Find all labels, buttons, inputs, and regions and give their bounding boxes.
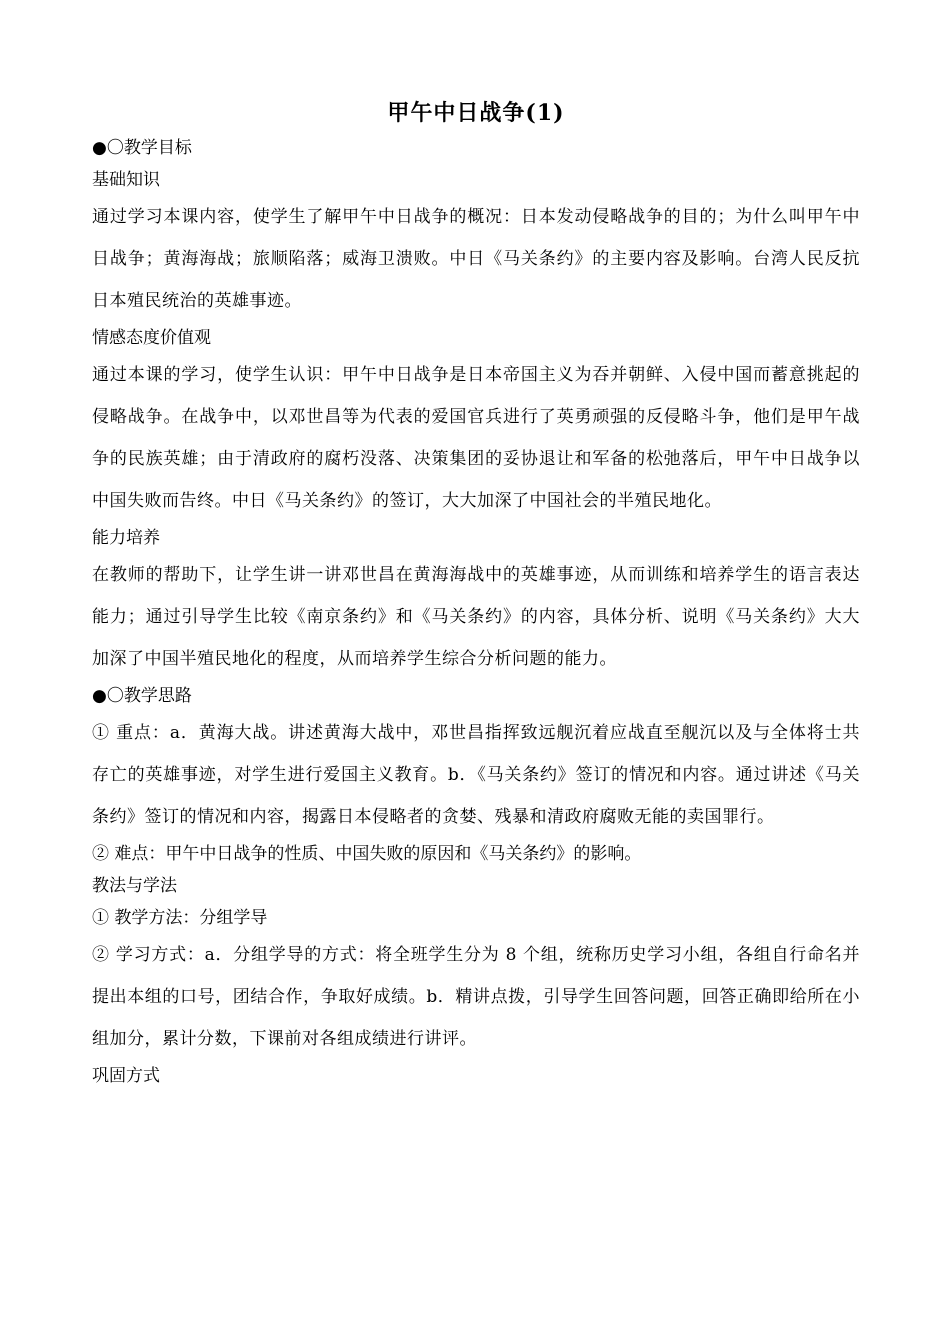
subheading-consolidation: 巩固方式 [92,1066,160,1086]
section-heading-teaching-approach: ●〇教学思路 [92,686,192,706]
subheading-ability: 能力培养 [92,528,160,548]
section-heading-teaching-goals: ●〇教学目标 [92,138,192,158]
paragraph-learning-mode: ② 学习方式：a．分组学导的方式：将全班学生分为 8 个组，统称历史学习小组，各组自行命名并提出本组的口号，团结合作，争取好成绩。b．精讲点拨，引导学生回答问题，回答正确即给所在小组加分，累计分数，下课前对各组成绩进行讲评。 [92,945,860,1049]
subheading-methods: 教法与学法 [92,876,177,896]
subheading-emotion-values: 情感态度价值观 [92,328,211,348]
paragraph-key-points: ① 重点：a．黄海大战。讲述黄海大战中，邓世昌指挥致远舰沉着应战直至舰沉以及与全体将士共存亡的英雄事迹，对学生进行爱国主义教育。b．《马关条约》签订的情况和内容。通过讲述《马关条约》签订的情况和内容，揭露日本侵略者的贪婪、残暴和清政府腐败无能的卖国罪行。 [92,723,860,827]
line-difficult-points: ② 难点：甲午中日战争的性质、中国失败的原因和《马关条约》的影响。 [92,844,642,864]
paragraph-emotion-values: 通过本课的学习，使学生认识：甲午中日战争是日本帝国主义为吞并朝鲜、入侵中国而蓄意挑起的侵略战争。在战争中，以邓世昌等为代表的爱国官兵进行了英勇顽强的反侵略斗争，他们是甲午战争的民族英雄；由于清政府的腐朽没落、决策集团的妥协退让和军备的松弛落后，甲午中日战争以中国失败而告终。中日《马关条约》的签订，大大加深了中国社会的半殖民地化。 [92,365,860,511]
line-teaching-method: ① 教学方法：分组学导 [92,908,268,928]
paragraph-ability: 在教师的帮助下，让学生讲一讲邓世昌在黄海海战中的英雄事迹，从而训练和培养学生的语言表达能力；通过引导学生比较《南京条约》和《马关条约》的内容，具体分析、说明《马关条约》大大加深了中国半殖民地化的程度，从而培养学生综合分析问题的能力。 [92,565,860,669]
subheading-basic-knowledge: 基础知识 [92,170,160,190]
document-title: 甲午中日战争(1) [387,100,565,126]
document-page [92,96,860,1092]
paragraph-basic-knowledge: 通过学习本课内容，使学生了解甲午中日战争的概况：日本发动侵略战争的目的；为什么叫甲午中日战争；黄海海战；旅顺陷落；威海卫溃败。中日《马关条约》的主要内容及影响。台湾人民反抗日本殖民统治的英雄事迹。 [92,207,860,311]
